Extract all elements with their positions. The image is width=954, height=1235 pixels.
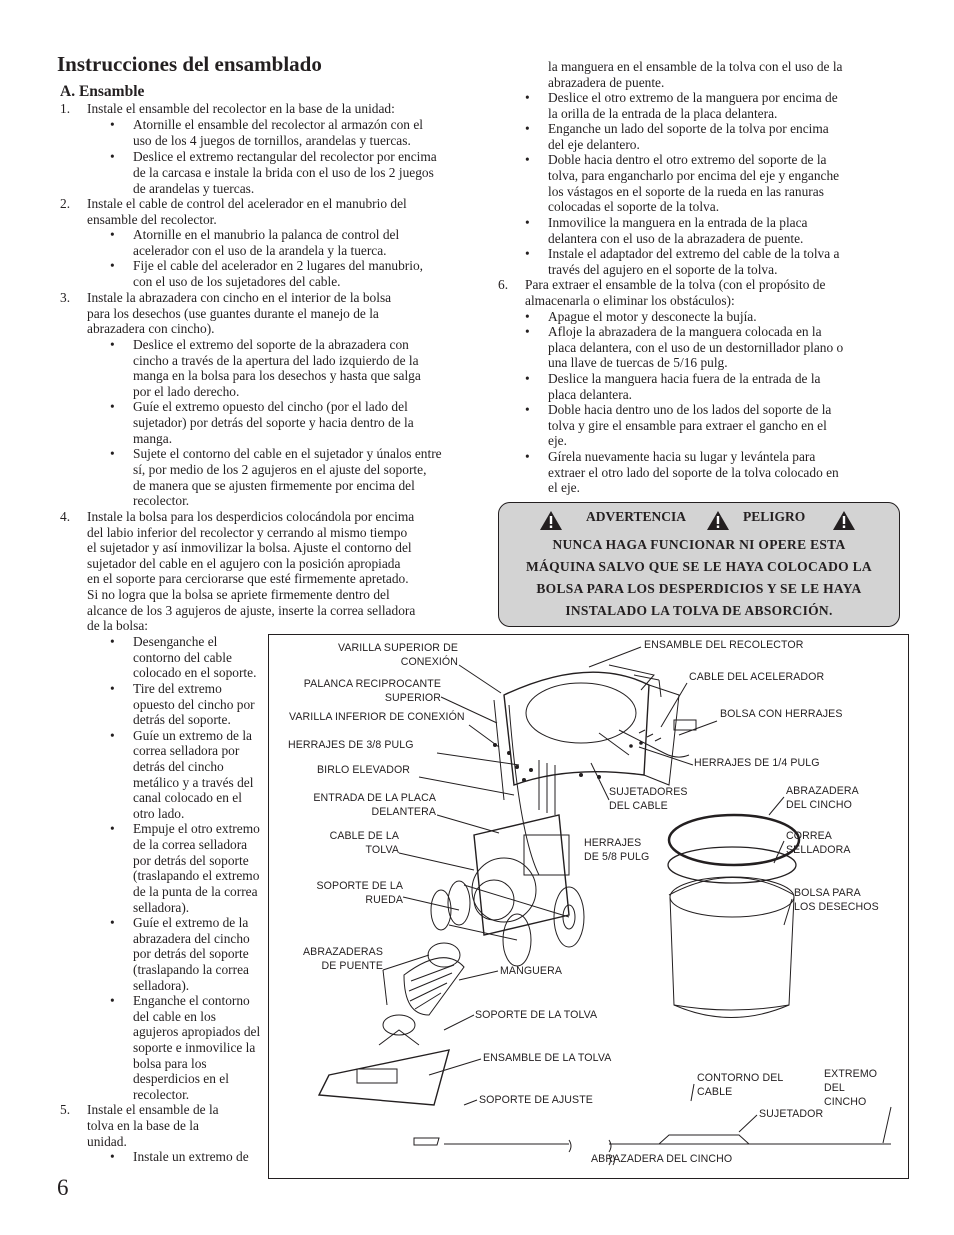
text-line: manga en la bolsa para los desechos y hasta que salga — [133, 368, 421, 383]
warning-line: NUNCA HAGA FUNCIONAR NI OPERE ESTA — [552, 537, 846, 552]
text-line: por el lado derecho. — [133, 384, 240, 399]
text-line: detrás del cincho — [133, 759, 224, 774]
bullet-marker: • — [110, 399, 115, 414]
text-line: tolva, para engancharlo por encima del eje y enganche — [548, 168, 840, 183]
text-line: Instale un extremo de — [133, 1149, 249, 1164]
text-line: para los desechos (use guantes durante el manejo de la — [87, 306, 379, 321]
text-line: Afloje la abrazadera de la manguera colocada en la — [548, 324, 822, 339]
text-line: canal colocado en el — [133, 790, 242, 805]
diagram-label-cable-acelerador: CABLE DEL ACELERADOR — [689, 671, 825, 683]
page-title: Instrucciones del ensamblado — [57, 52, 322, 76]
danger-word: PELIGRO — [743, 509, 806, 524]
text-line: Empuje el otro extremo — [133, 821, 260, 836]
text-line: Instale el adaptador del extremo del cable de la tolva a — [548, 246, 840, 261]
text-line: manga. — [133, 431, 173, 446]
step-number: 2. — [60, 196, 71, 211]
text-line: Tire del extremo — [133, 681, 222, 696]
text-line: través del agujero en el soporte de la tolva. — [548, 262, 778, 277]
text-line: placa delantera. — [548, 387, 633, 402]
text-line: eje. — [548, 433, 567, 448]
text-line: acelerador con el uso de la arandela y la tuerca. — [133, 243, 387, 258]
bullet-marker: • — [525, 90, 530, 105]
bullet-marker: • — [525, 449, 530, 464]
text-line: unidad. — [87, 1134, 127, 1149]
text-line: (traslapando el extremo — [133, 868, 260, 883]
text-line: en el soporte para cerciorarse que esté firmemente apretado. — [87, 571, 409, 586]
text-line: metálico y a través del — [133, 775, 254, 790]
bullet-marker: • — [525, 152, 530, 167]
text-line: (traslapando la correa — [133, 962, 249, 977]
text-line: almacenarla o eliminar los obstáculos): — [525, 293, 735, 308]
text-line: abrazadera del cincho — [133, 931, 250, 946]
text-line: Gírela nuevamente hacia su lugar y levántela para — [548, 449, 816, 464]
text-line: soporte e inmovilice la — [133, 1040, 256, 1055]
text-line: Desenganche el — [133, 634, 218, 649]
text-line: desperdicios en el — [133, 1071, 229, 1086]
warning-triangle-icon — [832, 510, 856, 531]
text-line: Si no logra que la bolsa se apriete firmemente dentro del — [87, 587, 390, 602]
text-line: Deslice el extremo rectangular del recolector por encima — [133, 149, 437, 164]
bullet-marker: • — [525, 402, 530, 417]
text-line: ensamble del recolector. — [87, 212, 217, 227]
diagram-label-birlo: BIRLO ELEVADOR — [317, 764, 411, 776]
bullet-marker: • — [110, 821, 115, 836]
text-line: selladora). — [133, 978, 190, 993]
text-line: sí, por medio de los 2 agujeros en el ajuste del soporte, — [133, 462, 427, 477]
diagram-label-varilla-superior: VARILLA SUPERIOR DE CONEXIÓN — [337, 642, 458, 668]
text-line: de manera que se ajusten firmemente por encima del — [133, 478, 415, 493]
bullet-marker: • — [525, 215, 530, 230]
text-line: Para extraer el ensamble de la tolva (con el propósito de — [525, 277, 826, 292]
diagram-label-manguera: MANGUERA — [500, 965, 563, 977]
text-line: Guíe el extremo de la — [133, 915, 249, 930]
text-line: placa delantera, con el uso de un destornillador plano o — [548, 340, 844, 355]
text-line: el sujetador y así inmovilizar la bolsa. Ajuste el contorno del — [87, 540, 412, 555]
text-line: de arandelas y tuercas. — [133, 181, 255, 196]
text-line: del cable en los — [133, 1009, 216, 1024]
diagram-label-ensamble-recolector: ENSAMBLE DEL RECOLECTOR — [644, 639, 804, 651]
text-line: bolsa para los — [133, 1056, 207, 1071]
text-line: extraer el otro lado del soporte de la tolva colocado en — [548, 465, 839, 480]
diagram-label-contorno-cable: CONTORNO DEL CABLE — [697, 1072, 784, 1098]
diagram-label-herrajes-38: HERRAJES DE 3/8 PULG — [288, 739, 414, 751]
diagram-label-herrajes-14: HERRAJES DE 1/4 PULG — [694, 757, 820, 769]
bullet-marker: • — [110, 1149, 115, 1164]
text-line: abrazadera de puente. — [548, 75, 665, 90]
text-line: de la carcasa e instale la brida con el uso de los 2 juegos — [133, 165, 434, 180]
bullet-marker: • — [525, 121, 530, 136]
text-line: Deslice el extremo del soporte de la abrazadera con — [133, 337, 409, 352]
text-line: cincho a través de la apertura del lado izquierdo de la — [133, 353, 419, 368]
bullet-marker: • — [110, 634, 115, 649]
text-line: Doble hacia dentro el otro extremo del soporte de la — [548, 152, 827, 167]
text-line: de la bolsa: — [87, 618, 148, 633]
diagram-label-varilla-inferior: VARILLA INFERIOR DE CONEXIÓN — [289, 711, 465, 723]
text-line: colocadas el soporte de la tolva. — [548, 199, 720, 214]
text-line: del labio inferior del recolector y cerrando al mismo tiempo — [87, 525, 408, 540]
step-number: 4. — [60, 509, 71, 524]
diagram-label-correa-selladora: CORREA SELLADORA — [786, 830, 851, 856]
text-line: con el uso de los sujetadores del cable. — [133, 274, 341, 289]
text-line: sujetador del cable en el agujero con la posición apropiada — [87, 556, 401, 571]
page-number: 6 — [57, 1175, 69, 1200]
warning-box — [498, 502, 900, 627]
text-line: Apague el motor y desconecte la bujía. — [548, 309, 757, 324]
bullet-marker: • — [110, 227, 115, 242]
warning-triangle-icon — [706, 510, 730, 531]
diagram-label-palanca: PALANCA RECIPROCANTE SUPERIOR — [303, 678, 441, 704]
bullet-marker: • — [525, 246, 530, 261]
warning-word: ADVERTENCIA — [586, 509, 687, 524]
diagram-label-soporte-tolva: SOPORTE DE LA TOLVA — [475, 1009, 598, 1021]
step-number: 5. — [60, 1102, 71, 1117]
text-line: correa selladora por — [133, 743, 240, 758]
text-line: selladora). — [133, 900, 190, 915]
text-line: de la correa selladora — [133, 837, 248, 852]
diagram-label-extremo-cincho: EXTREMO DEL CINCHO — [824, 1068, 878, 1108]
assembly-diagram — [268, 634, 909, 1179]
text-line: tolva y gire el ensamble para extraer el gancho en el — [548, 418, 827, 433]
bullet-marker: • — [525, 324, 530, 339]
text-line: por detrás del soporte — [133, 946, 249, 961]
bullet-marker: • — [110, 258, 115, 273]
diagram-label-abrazadera-del-cincho: ABRAZADERA DEL CINCHO — [591, 1153, 733, 1165]
text-line: Instale la abrazadera con cincho en el interior de la bolsa — [87, 290, 392, 305]
text-line: Instale el ensamble de la — [87, 1102, 219, 1117]
right-column — [498, 59, 908, 499]
bullet-marker: • — [525, 309, 530, 324]
bullet-marker: • — [110, 915, 115, 930]
text-line: tolva en la base de la — [87, 1118, 199, 1133]
bullet-marker: • — [110, 149, 115, 164]
diagram-label-soporte-rueda: SOPORTE DE LA RUEDA — [316, 880, 403, 906]
bullet-marker: • — [110, 337, 115, 352]
warning-triangle-icon — [539, 510, 563, 531]
text-line: abrazadera con cincho). — [87, 321, 215, 336]
step-number: 3. — [60, 290, 71, 305]
text-line: Enganche un lado del soporte de la tolva por encima — [548, 121, 829, 136]
text-line: otro lado. — [133, 806, 185, 821]
diagram-label-herrajes-58: HERRAJES DE 5/8 PULG — [584, 837, 650, 863]
text-line: alcance de los 3 agujeros de ajuste, inserte la correa selladora — [87, 603, 416, 618]
text-line: por detrás del soporte — [133, 853, 249, 868]
warning-line: MÁQUINA SALVO QUE SE LE HAYA COLOCADO LA — [526, 559, 872, 574]
diagram-label-abrazaderas-puente: ABRAZADERAS DE PUENTE — [303, 946, 383, 972]
bullet-marker: • — [110, 117, 115, 132]
bullet-marker: • — [110, 446, 115, 461]
text-line: opuesto del cincho por — [133, 697, 255, 712]
diagram-label-bolsa-herrajes: BOLSA CON HERRAJES — [720, 708, 843, 720]
section-title: A. Ensamble — [60, 83, 145, 100]
text-line: uso de los 4 juegos de tornillos, arandelas y tuercas. — [133, 133, 411, 148]
text-line: Atornille en el manubrio la palanca de control del — [133, 227, 400, 242]
diagram-label-bolsa-desechos: BOLSA PARA LOS DESECHOS — [794, 887, 879, 913]
text-line: recolector. — [133, 493, 190, 508]
text-line: Deslice la manguera hacia fuera de la entrada de la — [548, 371, 821, 386]
text-line: recolector. — [133, 1087, 190, 1102]
diagram-label-cable-tolva: CABLE DE LA TOLVA — [329, 830, 399, 856]
text-line: del eje delantero. — [548, 137, 640, 152]
text-line: Inmovilice la manguera en la entrada de la placa — [548, 215, 808, 230]
text-line: detrás del soporte. — [133, 712, 231, 727]
text-line: Doble hacia dentro uno de los lados del soporte de la — [548, 402, 832, 417]
text-line: la manguera en el ensamble de la tolva con el uso de la — [548, 59, 843, 74]
text-line: Instale el cable de control del acelerador en el manubrio del — [87, 196, 407, 211]
diagram-label-sujetadores-cable: SUJETADORES DEL CABLE — [609, 786, 688, 812]
text-line: agujeros apropiados del — [133, 1024, 261, 1039]
text-line: contorno del cable — [133, 650, 232, 665]
text-line: Deslice el otro extremo de la manguera por encima de — [548, 90, 838, 105]
text-line: Guíe el extremo opuesto del cincho (por el lado del — [133, 399, 408, 414]
diagram-label-entrada: ENTRADA DE LA PLACA DELANTERA — [313, 792, 436, 818]
bullet-marker: • — [110, 993, 115, 1008]
diagram-label-sujetador: SUJETADOR — [759, 1108, 824, 1120]
text-line: Enganche el contorno — [133, 993, 250, 1008]
diagram-label-abrazadera-cincho: ABRAZADERA DEL CINCHO — [786, 785, 859, 811]
warning-line: INSTALADO LA TOLVA DE ABSORCIÓN. — [565, 603, 833, 618]
text-line: colocado en el soporte. — [133, 665, 257, 680]
text-line: Atornille el ensamble del recolector al armazón con el — [133, 117, 423, 132]
text-line: sujetador) por detrás del soporte y hacia dentro de la — [133, 415, 414, 430]
step-number: 1. — [60, 101, 71, 116]
text-line: de la punta de la correa — [133, 884, 258, 899]
text-line: la orilla de la entrada de la placa delantera. — [548, 106, 778, 121]
text-line: Fije el cable del acelerador en 2 lugares del manubrio, — [133, 258, 424, 273]
text-line: el eje. — [548, 480, 580, 495]
text-line: delantera con el uso de la abrazadera de puente. — [548, 231, 804, 246]
text-line: Guíe un extremo de la — [133, 728, 252, 743]
text-line: Instale el ensamble del recolector en la base de la unidad: — [87, 101, 395, 116]
text-line: una llave de tuercas de 5/16 pulg. — [548, 355, 728, 370]
bullet-marker: • — [110, 728, 115, 743]
text-line: los vástagos en el soporte de la rueda en las ranuras — [548, 184, 824, 199]
bullet-marker: • — [525, 371, 530, 386]
diagram-label-soporte-ajuste: SOPORTE DE AJUSTE — [479, 1094, 593, 1106]
text-line: Instale la bolsa para los desperdicios colocándola por encima — [87, 509, 415, 524]
diagram-label-ensamble-tolva: ENSAMBLE DE LA TOLVA — [483, 1052, 612, 1064]
bullet-marker: • — [110, 681, 115, 696]
step-number: 6. — [498, 277, 509, 292]
text-line: Sujete el contorno del cable en el sujetador y únalos entre — [133, 446, 442, 461]
warning-line: BOLSA PARA LOS DESPERDICIOS Y SE LE HAYA — [536, 581, 862, 596]
